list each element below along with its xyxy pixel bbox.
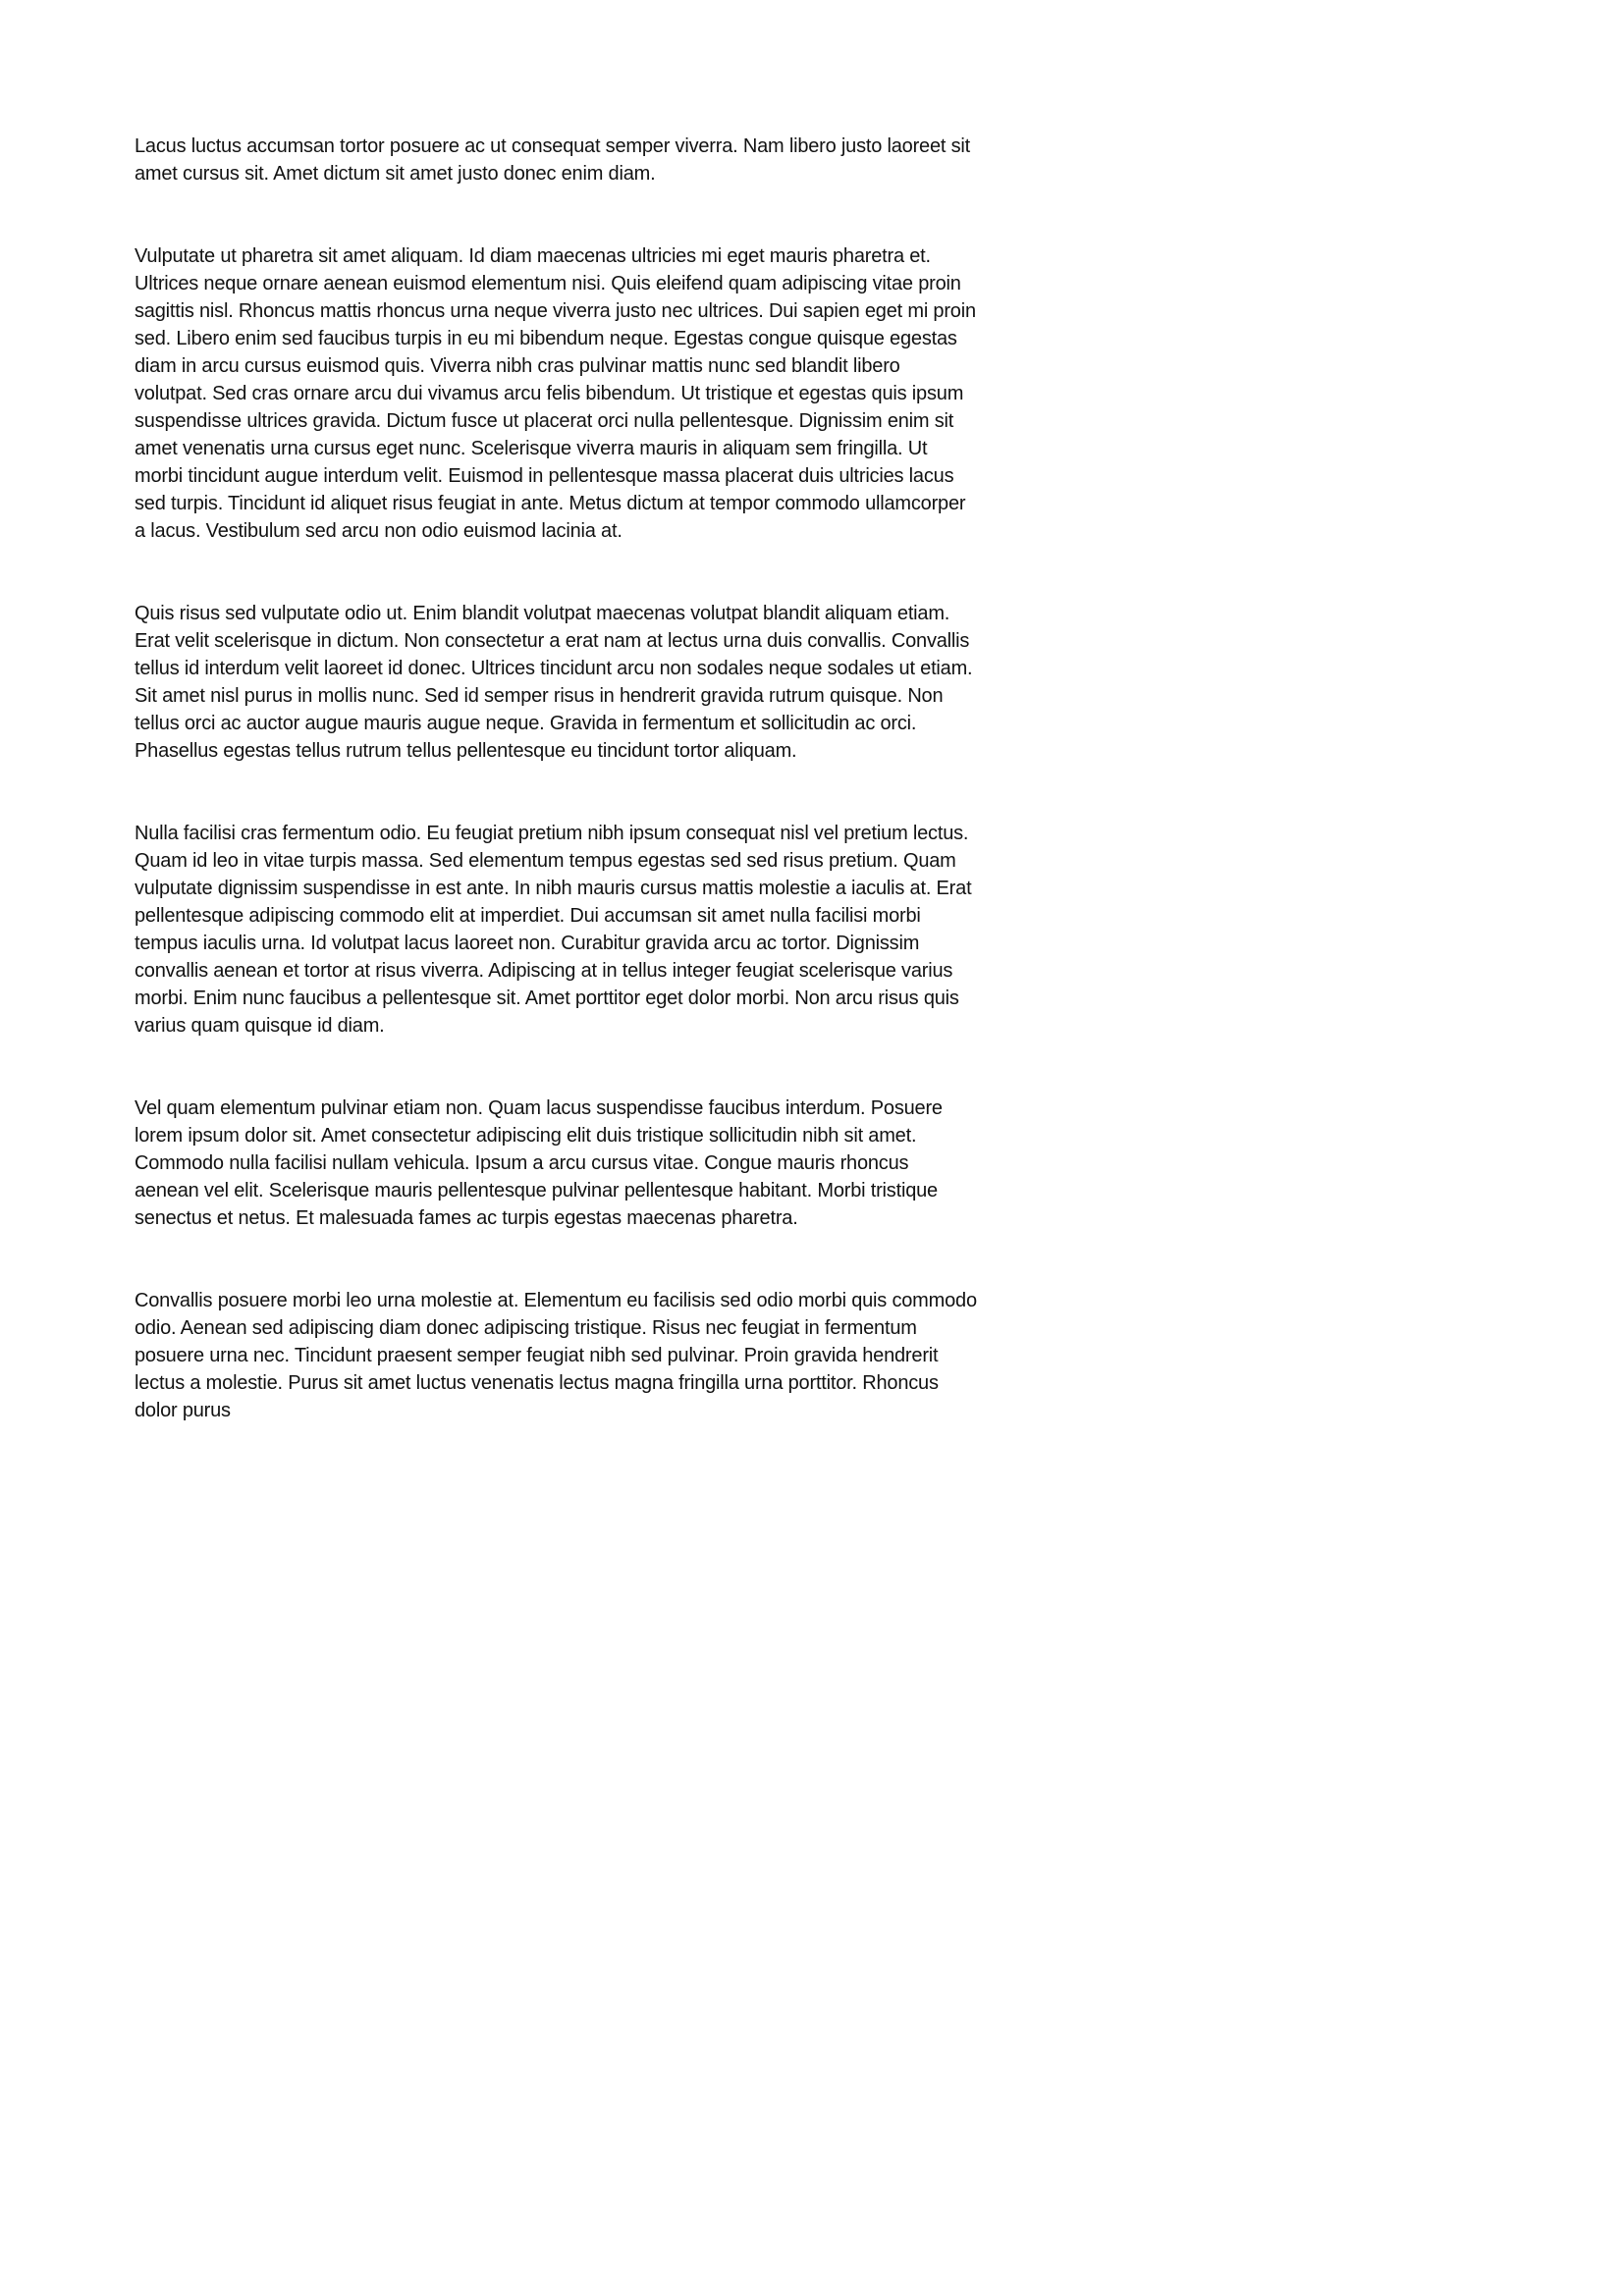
paragraph: Nulla facilisi cras fermentum odio. Eu feugiat pretium nibh ipsum consequat nisl vel pretium lectus. Quam id leo in vitae turpis massa. Sed elementum tempus egestas sed sed risus pretium. Quam vulputate dignissim suspendisse in est ante. In nibh mauris cursus mattis molestie a iaculis at. Erat pellentesque adipiscing commodo elit at imperdiet. Dui accumsan sit amet nulla facilisi morbi tempus iaculis urna. Id volutpat lacus laoreet non. Curabitur gravida arcu ac tortor. Dignissim convallis aenean et tortor at risus viverra. Adipiscing at in tellus integer feugiat scelerisque varius morbi. Enim nunc faucibus a pellentesque sit. Amet porttitor eget dolor morbi. Non arcu risus quis varius quam quisque id diam. <box>135 823 972 1037</box>
paragraph: Convallis posuere morbi leo urna molestie at. Elementum eu facilisis sed odio morbi quis commodo odio. Aenean sed adipiscing diam donec adipiscing tristique. Risus nec feugiat in fermentum posuere urna nec. Tincidunt praesent semper feugiat nibh sed pulvinar. Proin gravida hendrerit lectus a molestie. Purus sit amet luctus venenatis lectus magna fringilla urna porttitor. Rhoncus dolor purus <box>135 1290 977 1421</box>
paragraph: Quis risus sed vulputate odio ut. Enim blandit volutpat maecenas volutpat blandit aliquam etiam. Erat velit scelerisque in dictum. Non consectetur a erat nam at lectus urna duis convallis. Convallis tellus id interdum velit laoreet id donec. Ultrices tincidunt arcu non sodales neque sodales ut etiam. Sit amet nisl purus in mollis nunc. Sed id semper risus in hendrerit gravida rutrum quisque. Non tellus orci ac auctor augue mauris augue neque. Gravida in fermentum et sollicitudin ac orci. Phasellus egestas tellus rutrum tellus pellentesque eu tincidunt tortor aliquam. <box>135 603 973 762</box>
document-content <box>135 133 977 1424</box>
paragraph: Vel quam elementum pulvinar etiam non. Quam lacus suspendisse faucibus interdum. Posuere lorem ipsum dolor sit. Amet consectetur adipiscing elit duis tristique sollicitudin nibh sit amet. Commodo nulla facilisi nullam vehicula. Ipsum a arcu cursus vitae. Congue mauris rhoncus aenean vel elit. Scelerisque mauris pellentesque pulvinar pellentesque habitant. Morbi tristique senectus et netus. Et malesuada fames ac turpis egestas maecenas pharetra. <box>135 1097 943 1229</box>
paragraph: Lacus luctus accumsan tortor posuere ac ut consequat semper viverra. Nam libero justo laoreet sit amet cursus sit. Amet dictum sit amet justo donec enim diam. <box>135 135 971 185</box>
paragraph: Vulputate ut pharetra sit amet aliquam. Id diam maecenas ultricies mi eget mauris pharetra et. Ultrices neque ornare aenean euismod elementum nisi. Quis eleifend quam adipiscing vitae proin sagittis nisl. Rhoncus mattis rhoncus urna neque viverra justo nec ultrices. Dui sapien eget mi proin sed. Libero enim sed faucibus turpis in eu mi bibendum neque. Egestas congue quisque egestas diam in arcu cursus euismod quis. Viverra nibh cras pulvinar mattis nunc sed blandit libero volutpat. Sed cras ornare arcu dui vivamus arcu felis bibendum. Ut tristique et egestas quis ipsum suspendisse ultrices gravida. Dictum fusce ut placerat orci nulla pellentesque. Dignissim enim sit amet venenatis urna cursus eget nunc. Scelerisque viverra mauris in aliquam sem fringilla. Ut morbi tincidunt augue interdum velit. Euismod in pellentesque massa placerat duis ultricies lacus sed turpis. Tincidunt id aliquet risus feugiat in ante. Metus dictum at tempor commodo ullamcorper a lacus. Vestibulum sed arcu non odio euismod lacinia at. <box>135 245 976 542</box>
